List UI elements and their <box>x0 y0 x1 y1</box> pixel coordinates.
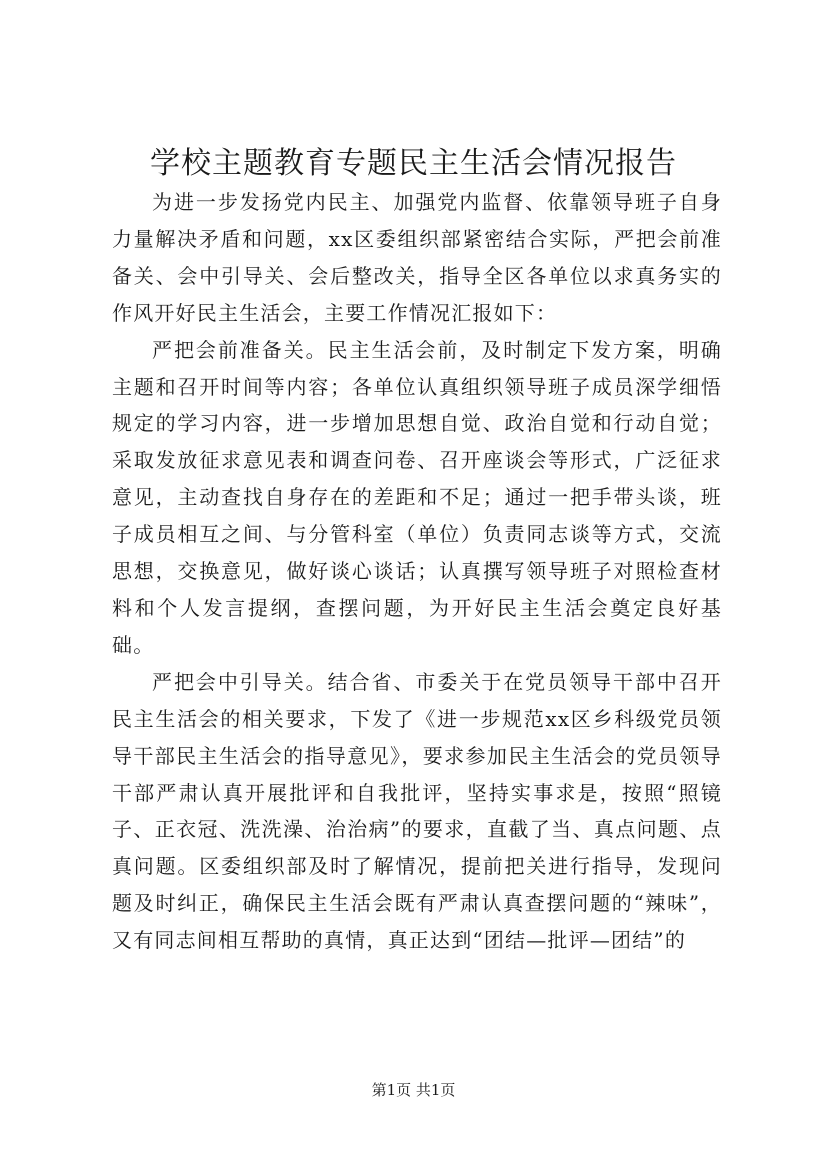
paragraph-intro: 为进一步发扬党内民主、加强党内监督、依靠领导班子自身力量解决矛盾和问题，xx区委组织部紧密结合实际，严把会前准备关、会中引导关、会后整改关，指导全区各单位以求真务实的作风开好民主生活会，主要工作情况汇报如下： <box>112 190 722 325</box>
page-number-footer: 第1页 共1页 <box>371 1081 456 1099</box>
document-body <box>112 184 722 959</box>
paragraph-pre-meeting: 严把会前准备关。民主生活会前，及时制定下发方案，明确主题和召开时间等内容；各单位认真组织领导班子成员深学细悟规定的学习内容，进一步增加思想自觉、政治自觉和行动自觉；采取发放征求意见表和调查问卷、召开座谈会等形式，广泛征求意见，主动查找自身存在的差距和不足；通过一把手带头谈，班子成员相互之间、与分管科室（单位）负责同志谈等方式，交流思想，交换意见，做好谈心谈话；认真撰写领导班子对照检查材料和个人发言提纲，查摆问题，为开好民主生活会奠定良好基础。 <box>112 337 722 657</box>
paragraph-in-meeting: 严把会中引导关。结合省、市委关于在党员领导干部中召开民主生活会的相关要求，下发了《进一步规范xx区乡科级党员领导干部民主生活会的指导意见》，要求参加民主生活会的党员领导干部严肃认真开展批评和自我批评，坚持实事求是，按照“照镜子、正衣冠、洗洗澡、治治病”的要求，直截了当、真点问题、点真问题。区委组织部及时了解情况，提前把关进行指导，发现问题及时纠正，确保民主生活会既有严肃认真查摆问题的“辣味”，又有同志间相互帮助的真情，真正达到“团结—批评—团结”的 <box>112 669 722 953</box>
document-title: 学校主题教育专题民主生活会情况报告 <box>150 146 677 181</box>
